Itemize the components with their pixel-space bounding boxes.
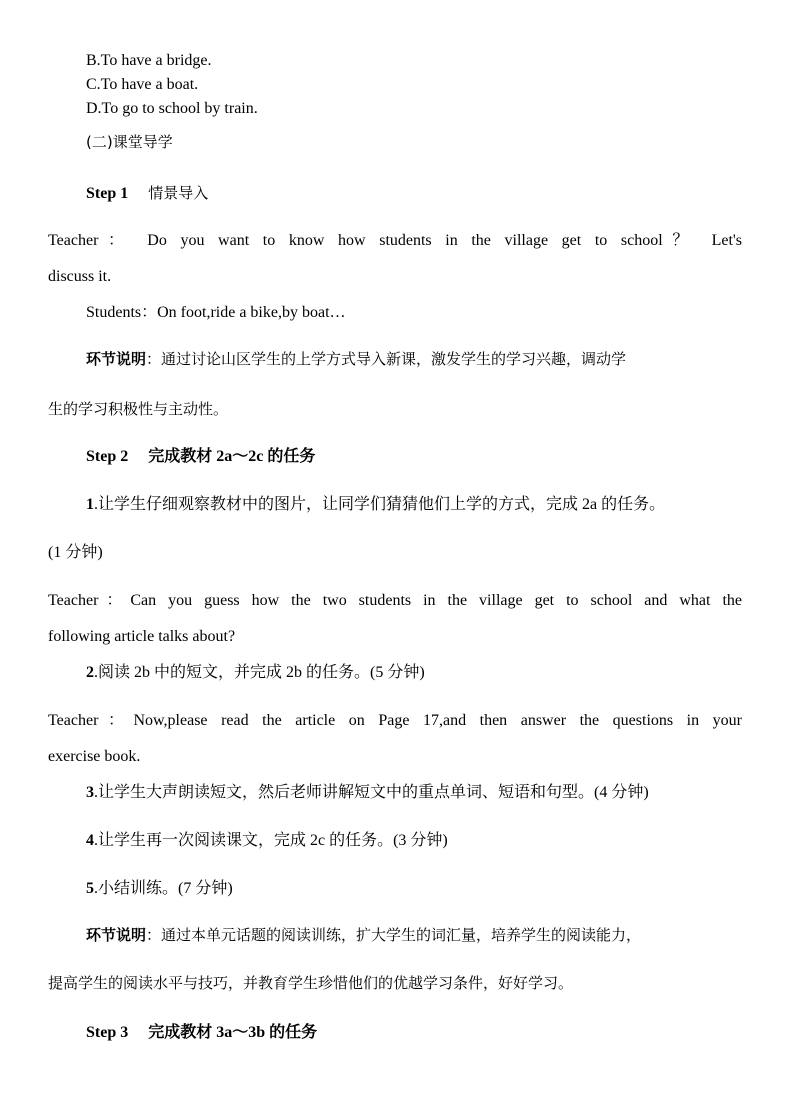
step1-note-label: 环节说明 xyxy=(86,350,147,368)
step2-note-line2: 提高学生的阅读水平与技巧，并教育学生珍惜他们的优越学习条件，好好学习。 xyxy=(48,974,574,992)
step2-number: Step 2 xyxy=(86,448,129,465)
step1-note-line2: 生的学习积极性与主动性。 xyxy=(48,400,229,418)
step2-item2 xyxy=(86,663,425,683)
step2-title: 完成教材 2a～2c 的任务 xyxy=(148,448,316,465)
option-c: C.To have a boat. xyxy=(86,76,199,93)
step1-note-line1 xyxy=(86,349,626,369)
step1-note-text: ：通过讨论山区学生的上学方式导入新课，激发学生的学习兴趣，调动学 xyxy=(146,350,627,368)
step2-item1-line1 xyxy=(86,495,665,515)
option-b: B.To have a bridge. xyxy=(86,52,212,69)
item1-text: .让学生仔细观察教材中的图片，让同学们猜猜他们上学的方式，完成 2a 的任务。 xyxy=(94,496,666,513)
step3-heading xyxy=(86,1023,317,1043)
item4-number: 4 xyxy=(86,832,94,849)
step2-item4 xyxy=(86,831,448,851)
step2-heading xyxy=(86,447,315,467)
step2-item1-line2: (1 分钟) xyxy=(48,544,103,561)
step2-item3 xyxy=(86,783,649,803)
section-heading: (二)课堂导学 xyxy=(86,133,173,151)
item4-text: .让学生再一次阅读课文，完成 2c 的任务。(3 分钟) xyxy=(94,832,448,849)
item3-number: 3 xyxy=(86,784,94,801)
item2-number: 2 xyxy=(86,664,94,681)
step1-number: Step 1 xyxy=(86,185,129,202)
step2-teacher1-line2: following article talks about? xyxy=(48,628,236,645)
item3-text: .让学生大声朗读短文，然后老师讲解短文中的重点单词、短语和句型。(4 分钟) xyxy=(94,784,649,801)
item5-text: .小结训练。(7 分钟) xyxy=(94,880,233,897)
step2-note-text: ：通过本单元话题的阅读训练，扩大学生的词汇量，培养学生的阅读能力， xyxy=(146,926,642,944)
step1-students: Students：On foot,ride a bike,by boat… xyxy=(86,304,346,321)
step1-title: 情景导入 xyxy=(148,184,209,202)
option-d: D.To go to school by train. xyxy=(86,100,258,117)
step2-teacher2-line1: Teacher：Now,please read the article on Page 17,and then answer the questions in your xyxy=(48,712,742,729)
item5-number: 5 xyxy=(86,880,94,897)
step1-teacher-line2: discuss it. xyxy=(48,268,112,285)
step1-teacher-line1: Teacher： Do you want to know how students in the village get to school？ Let's xyxy=(48,232,742,249)
step1-heading xyxy=(86,183,208,204)
step3-title: 完成教材 3a～3b 的任务 xyxy=(148,1024,318,1041)
step3-number: Step 3 xyxy=(86,1024,129,1041)
step2-teacher1-line1: Teacher：Can you guess how the two students in the village get to school and what the xyxy=(48,592,742,609)
step2-note-label: 环节说明 xyxy=(86,926,147,944)
step2-item5 xyxy=(86,879,233,899)
item1-number: 1 xyxy=(86,496,94,513)
step2-note-line1 xyxy=(86,925,641,945)
step2-teacher2-line2: exercise book. xyxy=(48,748,141,765)
item2-text: .阅读 2b 中的短文，并完成 2b 的任务。(5 分钟) xyxy=(94,664,425,681)
